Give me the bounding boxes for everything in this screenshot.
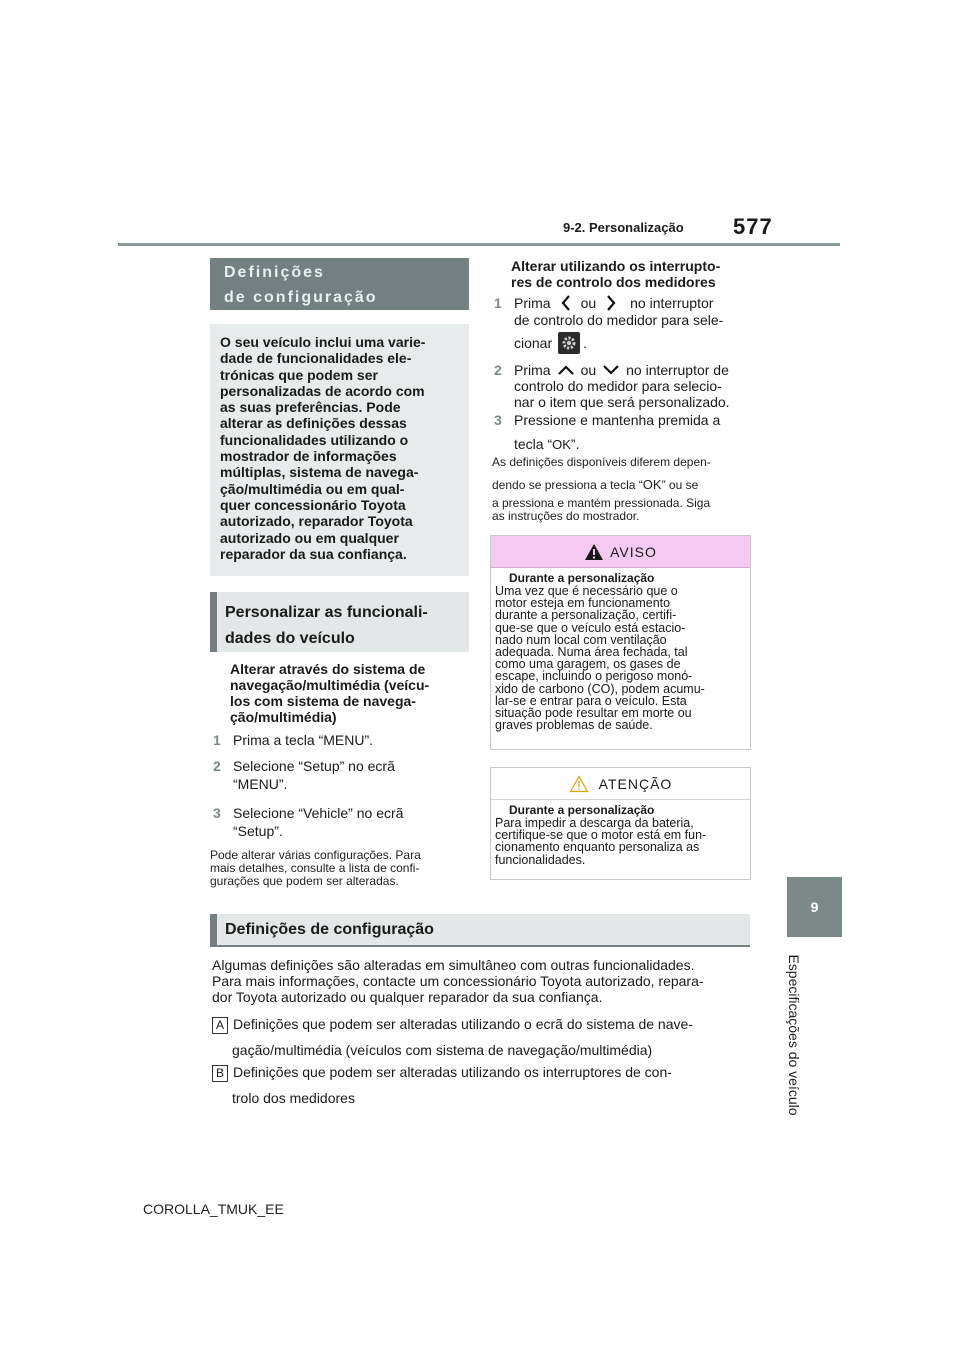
chevron-down-icon: [602, 364, 620, 376]
chevron-left-icon: [561, 294, 571, 312]
nav-note: Pode alterar várias configurações. Para mais detalhes, consulte a lista de confi- gurações que podem ser alteradas.: [210, 848, 421, 888]
ok-key-label: OK: [552, 437, 571, 452]
intro-line: múltiplas, sistema de navega-: [220, 464, 419, 481]
intro-box: [210, 324, 469, 576]
intro-line: autorizado, reparador Toyota: [220, 513, 413, 530]
chapter-title: Especificações do veículo: [786, 954, 802, 1116]
label-b-badge: B: [212, 1065, 228, 1082]
ok-key-label: OK: [642, 477, 662, 492]
intro-line: ção/multimédia ou em qual-: [220, 480, 405, 497]
caution-text: Para impedir a descarga da bateria, certifique-se que o motor está em fun- cionamento enquanto personaliza as funcionalidades.: [495, 816, 707, 867]
meter-step-3: 3 Pressione e mantenha premida a tecla “OK”.: [494, 412, 721, 452]
settings-section-heading: Definições de configuração: [210, 914, 750, 947]
meter-step-2: 2 Prima ou no interruptor de controlo do medidor para selecio- nar o item que será personalizado.: [494, 362, 730, 410]
section-title: 9-2. Personalização: [563, 220, 684, 235]
nav-step-2: 2 Selecione “Setup” no ecrã “MENU”.: [213, 758, 395, 792]
nav-step-3: 3 Selecione “Vehicle” no ecrã “Setup”.: [213, 805, 404, 839]
header-rule: [118, 243, 840, 246]
intro-line: personalizadas de acordo com: [220, 382, 425, 399]
nav-method-heading: Alterar através do sistema de navegação/multimédia (veícu- los com sistema de navega- ção/multimédia): [230, 661, 430, 725]
caution-box: [490, 767, 751, 880]
label-a-badge: A: [212, 1017, 228, 1034]
page-number: 577: [733, 214, 773, 239]
intro-line: reparador da sua confiança.: [220, 545, 407, 562]
settings-gear-icon: [558, 332, 580, 354]
caution-box-header: ATENÇÃO: [491, 768, 750, 800]
chevron-up-icon: [557, 364, 575, 376]
intro-line: dade de funcionalidades ele-: [220, 350, 412, 367]
chevron-right-icon: [606, 294, 616, 312]
settings-box-title: Definições de configuração: [210, 258, 469, 310]
warning-box-header: AVISO: [491, 536, 750, 568]
warning-triangle-icon: [584, 543, 604, 561]
settings-item-a: A Definições que podem ser alteradas utilizando o ecrã do sistema de nave- gação/multimédia (veículos com sistema de navegação/multimédia): [212, 1016, 757, 1058]
intro-line: autorizado ou em qualquer: [220, 529, 399, 546]
intro-line: quer concessionário Toyota: [220, 496, 406, 513]
caution-triangle-icon: [569, 775, 589, 793]
intro-line: trónicas que podem ser: [220, 366, 378, 383]
section-heading-personalize: Personalizar as funcionali- dades do veículo: [210, 592, 469, 652]
meter-note: As definições disponíveis diferem depen- dendo se pressiona a tecla “OK” ou se a pressiona e mantém pressionada. Siga as instruções do mostrador.: [492, 455, 711, 523]
warning-box: [490, 535, 751, 750]
document-code: COROLLA_TMUK_EE: [143, 1201, 284, 1217]
intro-line: funcionalidades utilizando o: [220, 431, 409, 448]
meter-method-heading: Alterar utilizando os interrupto- res de controlo dos medidores: [511, 258, 721, 290]
warning-text: Uma vez que é necessário que o motor esteja em funcionamento durante a personalização, certifi- que-se que o veículo está estacio- nado num local com ventilação adequada. Numa área fechada, tal como uma garagem, os gases de escape, incluindo o perigoso monó- xido de carbono (CO), podem acumu- lar-se e entrar para o veículo. Esta situação pode resultar em morte ou graves problemas de saúde.: [495, 584, 705, 733]
intro-line: alterar as definições dessas: [220, 415, 407, 432]
intro-line: O seu veículo inclui uma varie-: [220, 334, 426, 350]
settings-paragraph: Algumas definições são alteradas em simultâneo com outras funcionalidades. Para mais informações, contacte um concessionário Toyota autorizado, repara- dor Toyota autorizado ou qualquer reparador da sua confiança.: [212, 957, 704, 1005]
intro-line: mostrador de informações: [220, 448, 397, 465]
nav-step-1: 1 Prima a tecla “MENU”.: [213, 732, 374, 748]
settings-item-b: B Definições que podem ser alteradas utilizando os interruptores de con- trolo dos medidores: [212, 1064, 757, 1106]
chapter-tab[interactable]: 9: [787, 877, 842, 937]
meter-step-1: 1 Prima ou no interruptor de controlo do medidor para sele- cionar .: [494, 294, 754, 354]
caution-subtitle: Durante a personalização: [509, 803, 655, 817]
warning-subtitle: Durante a personalização: [509, 571, 655, 585]
intro-line: as suas preferências. Pode: [220, 399, 401, 416]
